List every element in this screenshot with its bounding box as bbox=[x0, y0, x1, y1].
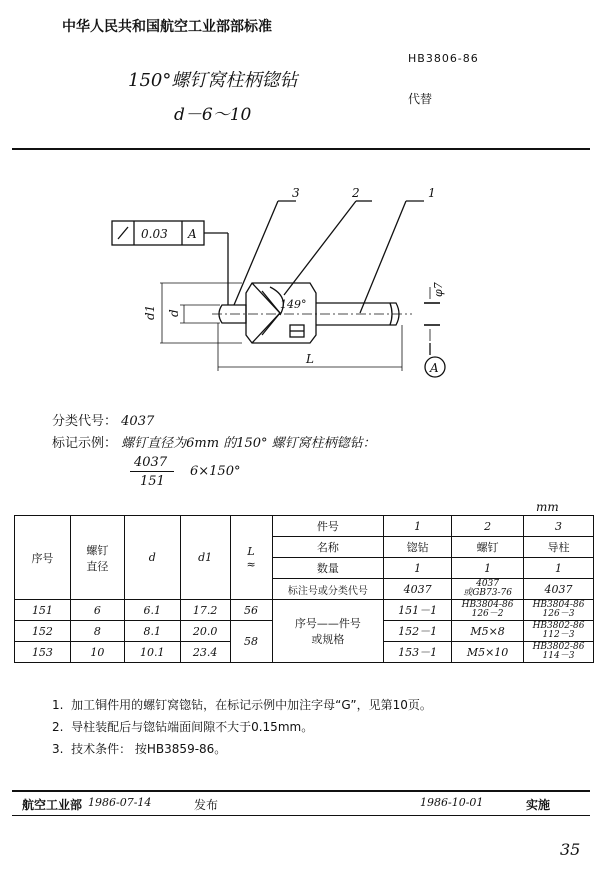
comp2-std-top: 4037 bbox=[476, 579, 500, 589]
comp1-std: 4037 bbox=[384, 579, 452, 600]
note-3-num: 3. bbox=[52, 742, 64, 756]
d-header: d bbox=[124, 516, 180, 600]
label-2: 2 bbox=[352, 186, 360, 200]
row2-screw: 8 bbox=[70, 621, 124, 642]
note-1-num: 1. bbox=[52, 698, 64, 712]
footer-org: 航空工业部 bbox=[22, 798, 83, 812]
comp2-qty: 1 bbox=[452, 558, 524, 579]
note-3-text: 技术条件： 按HB3859-86。 bbox=[71, 742, 227, 756]
unit-label: mm bbox=[536, 500, 559, 514]
classification-label: 分类代号： bbox=[52, 414, 118, 429]
note-2-num: 2. bbox=[52, 720, 64, 734]
row1-part2-top: HB3804-86 bbox=[461, 600, 514, 610]
comp3-name: 导柱 bbox=[524, 537, 594, 558]
note-item bbox=[52, 716, 432, 738]
comp1-name: 锪钻 bbox=[384, 537, 452, 558]
fraction-bar bbox=[130, 471, 174, 472]
page-number: 35 bbox=[560, 840, 581, 859]
comp2-std bbox=[452, 579, 524, 600]
row3-part2: M5×10 bbox=[452, 642, 524, 663]
row2-d: 8.1 bbox=[124, 621, 180, 642]
standard-number: HB3806-86 bbox=[408, 52, 479, 65]
row1-part3-top: HB3804-86 bbox=[532, 600, 585, 610]
example-label: 标记示例： bbox=[52, 436, 118, 451]
L-value-1: 56 bbox=[230, 600, 272, 621]
row1-seq: 151 bbox=[15, 600, 71, 621]
d-label: d bbox=[167, 309, 181, 317]
row2-part3-top: HB3802-86 bbox=[532, 621, 585, 631]
tolerance-value: 0.03 bbox=[141, 227, 168, 241]
label-1: 1 bbox=[428, 186, 436, 200]
impl-date: 1986-10-01 bbox=[420, 796, 484, 809]
row2-seq: 152 bbox=[15, 621, 71, 642]
note-item bbox=[52, 738, 432, 760]
seq-part-label: 序号——件号 bbox=[294, 617, 361, 630]
comp3-qty: 1 bbox=[524, 558, 594, 579]
comp3-std: 4037 bbox=[524, 579, 594, 600]
row2-part2: M5×8 bbox=[452, 621, 524, 642]
note-1-text: 加工铜件用的螺钉窝锪钻，在标记示例中加注字母“G”，见第10页。 bbox=[71, 698, 432, 712]
d1-label: d1 bbox=[143, 304, 157, 320]
classification-code: 4037 bbox=[121, 414, 155, 429]
note-item bbox=[52, 694, 432, 716]
fraction-numerator: 4037 bbox=[134, 455, 168, 470]
row3-part3-top: HB3802-86 bbox=[532, 642, 585, 652]
row3-part1: 153－1 bbox=[384, 642, 452, 663]
row3-seq: 153 bbox=[15, 642, 71, 663]
row1-part1: 151－1 bbox=[384, 600, 452, 621]
L-header bbox=[230, 516, 272, 600]
doc-title: 150°螺钉窝柱柄锪钻 bbox=[128, 70, 298, 91]
issue-date: 1986-07-14 bbox=[88, 796, 152, 809]
d1-header: d1 bbox=[180, 516, 230, 600]
name-header: 名称 bbox=[272, 537, 384, 558]
comp1-no: 1 bbox=[384, 516, 452, 537]
org-title: 中华人民共和国航空工业部部标准 bbox=[62, 19, 272, 35]
seq-header: 序号 bbox=[15, 516, 71, 600]
row1-part3-bottom: 126－3 bbox=[542, 609, 575, 619]
note-2-text: 导柱装配后与锪钻端面间隙不大于0.15mm。 bbox=[71, 720, 314, 734]
row1-d1: 17.2 bbox=[180, 600, 230, 621]
qty-header: 数量 bbox=[272, 558, 384, 579]
footer-bottom-rule bbox=[12, 815, 590, 816]
footer-top-rule bbox=[12, 790, 590, 792]
comp3-no: 3 bbox=[524, 516, 594, 537]
row2-part3 bbox=[524, 621, 594, 642]
row3-part3 bbox=[524, 642, 594, 663]
approx-sign: ≈ bbox=[246, 557, 256, 571]
example-line bbox=[52, 432, 376, 451]
comp2-std-bottom: 或GB73-76 bbox=[463, 588, 512, 598]
spec-table bbox=[14, 515, 594, 663]
L-value-2: 58 bbox=[230, 621, 272, 663]
screw-dia-header: 直径 bbox=[70, 558, 124, 600]
part-spec-header bbox=[272, 600, 384, 663]
fraction-suffix: 6×150° bbox=[190, 464, 241, 479]
comp2-no: 2 bbox=[452, 516, 524, 537]
example-text: 螺钉直径为6mm 的150° 螺钉窝柱柄锪钻： bbox=[121, 436, 376, 451]
row2-part3-bottom: 112－3 bbox=[542, 630, 575, 640]
notes-list bbox=[52, 694, 432, 760]
row1-part2 bbox=[452, 600, 524, 621]
datum-letter: A bbox=[188, 227, 197, 241]
row3-d1: 23.4 bbox=[180, 642, 230, 663]
header-divider bbox=[12, 148, 590, 150]
issue-word: 发布 bbox=[194, 798, 219, 812]
L-label: L bbox=[306, 352, 314, 366]
row1-d: 6.1 bbox=[124, 600, 180, 621]
tool-drawing bbox=[0, 175, 600, 400]
std-code-header: 标注号或分类代号 bbox=[272, 579, 384, 600]
row3-part3-bottom: 114－3 bbox=[542, 651, 575, 661]
row1-part2-bottom: 126－2 bbox=[471, 609, 504, 619]
fraction-denominator: 151 bbox=[140, 474, 165, 489]
comp1-qty: 1 bbox=[384, 558, 452, 579]
L-header-text: L bbox=[247, 544, 255, 558]
row1-part3 bbox=[524, 600, 594, 621]
row2-d1: 20.0 bbox=[180, 621, 230, 642]
row3-screw: 10 bbox=[70, 642, 124, 663]
dimension-range: d－6～10 bbox=[174, 105, 252, 125]
phi7-label: φ7 bbox=[432, 282, 445, 297]
or-spec-label: 或规格 bbox=[311, 633, 345, 646]
row3-d: 10.1 bbox=[124, 642, 180, 663]
row2-part1: 152－1 bbox=[384, 621, 452, 642]
angle-label: 149° bbox=[280, 298, 307, 311]
label-3: 3 bbox=[292, 186, 300, 200]
part-no-header: 件号 bbox=[272, 516, 384, 537]
row1-screw: 6 bbox=[70, 600, 124, 621]
screw-header: 螺钉 bbox=[70, 516, 124, 558]
comp2-name: 螺钉 bbox=[452, 537, 524, 558]
replaces-label: 代替 bbox=[408, 92, 433, 106]
classification-line bbox=[52, 410, 154, 429]
datum-a-circle-label: A bbox=[430, 361, 439, 375]
impl-word: 实施 bbox=[526, 798, 551, 812]
